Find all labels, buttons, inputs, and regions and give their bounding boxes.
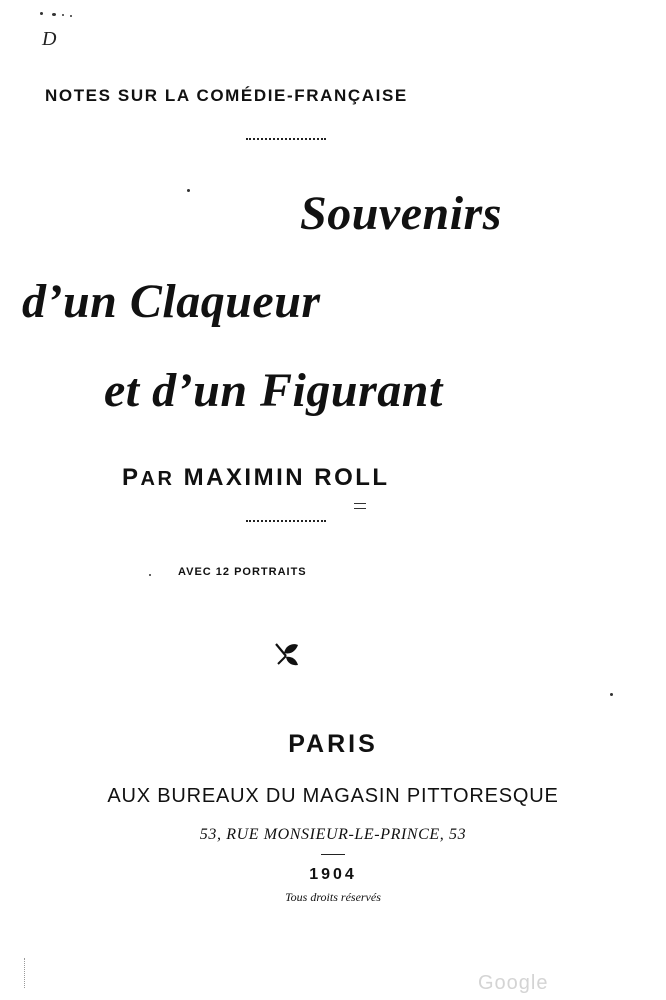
portraits-note: AVEC 12 PORTRAITS — [178, 566, 307, 578]
library-mark: D — [42, 28, 57, 50]
author-prefix-rest: AR — [140, 468, 175, 490]
author-line — [122, 464, 390, 492]
ink-speck — [187, 189, 190, 192]
stray-mark — [354, 503, 366, 504]
stray-mark — [354, 508, 366, 509]
imprint-city: PARIS — [288, 730, 378, 758]
rights-notice: Tous droits réservés — [285, 890, 381, 904]
ink-speck — [149, 574, 151, 576]
imprint-year: 1904 — [309, 866, 357, 883]
ink-speck — [62, 14, 64, 16]
leaf-ornament-icon — [272, 640, 300, 668]
title-line-1: Souvenirs — [300, 187, 502, 240]
series-heading: NOTES SUR LA COMÉDIE-FRANÇAISE — [45, 86, 408, 105]
author-name: MAXIMIN ROLL — [183, 464, 390, 491]
scan-watermark: Google — [478, 972, 549, 994]
short-rule — [321, 854, 345, 855]
dotted-rule — [246, 520, 326, 522]
imprint-address: 53, RUE MONSIEUR-LE-PRINCE, 53 — [199, 826, 467, 843]
imprint-publisher: AUX BUREAUX DU MAGASIN PITTORESQUE — [107, 785, 559, 807]
author-prefix-cap: P — [122, 464, 141, 491]
title-line-2: d’un Claqueur — [22, 275, 321, 328]
dotted-rule — [246, 138, 326, 140]
ink-speck — [610, 693, 613, 696]
ink-speck — [52, 13, 56, 16]
scan-edge — [24, 958, 25, 988]
ink-speck — [40, 12, 43, 15]
ink-speck — [70, 15, 72, 17]
title-line-3: et d’un Figurant — [104, 364, 443, 417]
